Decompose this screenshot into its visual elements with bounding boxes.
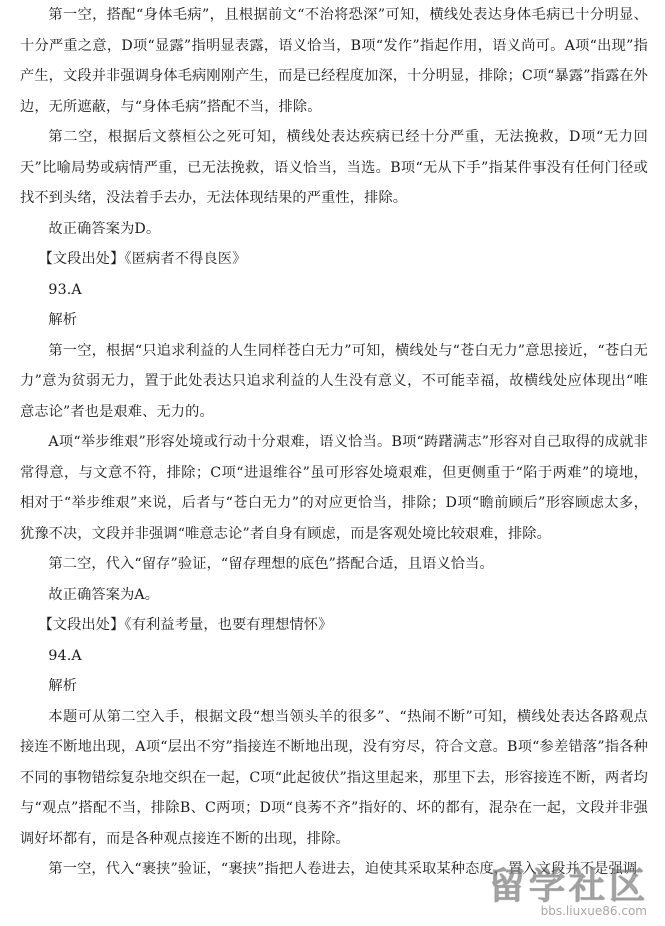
paragraph-93-blank2: 第二空，代入“留存”验证，“留存理想的底色”搭配合适，且语义恰当。 [48, 556, 494, 572]
paragraph-94-blank1: 第一空，代入“裹挟”验证，“裹挟”指把人卷进去，迫使其采取某种态度，置入文段并不是强调 [48, 861, 638, 877]
analysis-93-heading: 解析 [48, 312, 78, 328]
paragraph-93-options: A项“举步维艰”形容处境或行动十分艰难，语义恰当。B项“踌躇满志”形容对自己取得的成就非常得意，与文意不符，排除；C项“进退维谷”虽可形容处境艰难，但更侧重于“陷于两难”的境地，相对于“举步维艰”来说，后者与“苍白无力”的对应更恰当，排除；D项“瞻前顾后”形容顾虑太多，犹豫不决，文段并非强调“唯意志论”者自身有顾虑，而是客观处境比较艰难，排除。 [20, 434, 648, 542]
paragraph-92-answer: 故正确答案为D。 [48, 220, 161, 237]
document-page [20, 0, 648, 885]
paragraph-93-source: 【文段出处】《有利益考量，也要有理想情怀》 [38, 617, 333, 633]
watermark-logo-text: 留学社区 [488, 866, 649, 907]
paragraph-92-blank2: 第二空，根据后文蔡桓公之死可知，横线处表达疾病已经十分严重，无法挽救，D项“无力回天”比喻局势或病情严重，已无法挽救，语义恰当，当选。B项“无从下手”指某件事没有任何门径或找不到头绪，没法着手去办，无法体现结果的严重性，排除。 [20, 129, 648, 206]
question-93-heading: 93.A [48, 281, 82, 298]
question-94-heading: 94.A [48, 647, 82, 664]
paragraph-94-blank2: 本题可从第二空入手，根据文段“想当领头羊的很多”、“热闹不断”可知，横线处表达各路观点接连不断地出现，A项“层出不穷”指接连不断地出现，没有穷尽，符合文意。B项“参差错落”指各种不同的事物错综复杂地交织在一起，C项“此起彼伏”指这里起来，那里下去，形容接连不断，两者均与“观点”搭配不当，排除B、C两项；D项“良莠不齐”指好的、坏的都有，混杂在一起，文段并非强调好坏都有，而是各种观点接连不断的出现，排除。 [20, 708, 648, 847]
paragraph-93-answer: 故正确答案为A。 [48, 586, 160, 603]
analysis-94-heading: 解析 [48, 678, 78, 694]
paragraph-92-blank1: 第一空，搭配“身体毛病”，且根据前文“不治将恐深”可知，横线处表达身体毛病已十分明显、十分严重之意，D项“显露”指明显表露，语义恰当，B项“发作”指起作用，语义尚可。A项“出现”指产生，文段并非强调身体毛病刚刚产生，而是已经程度加深，十分明显，排除；C项“暴露”指露在外边，无所遮蔽，与“身体毛病”搭配不当，排除。 [20, 7, 648, 115]
paragraph-92-source: 【文段出处】《匿病者不得良医》 [38, 251, 247, 267]
watermark-url: bbs.liuxue86.com [540, 904, 647, 918]
paragraph-93-blank1: 第一空，根据“只追求利益的人生同样苍白无力”可知，横线处与“苍白无力”意思接近，“苍白无力”意为贫弱无力，置于此处表达只追求利益的人生没有意义，不可能幸福，故横线处应体现出“唯意志论”者也是艰难、无力的。 [20, 342, 648, 420]
